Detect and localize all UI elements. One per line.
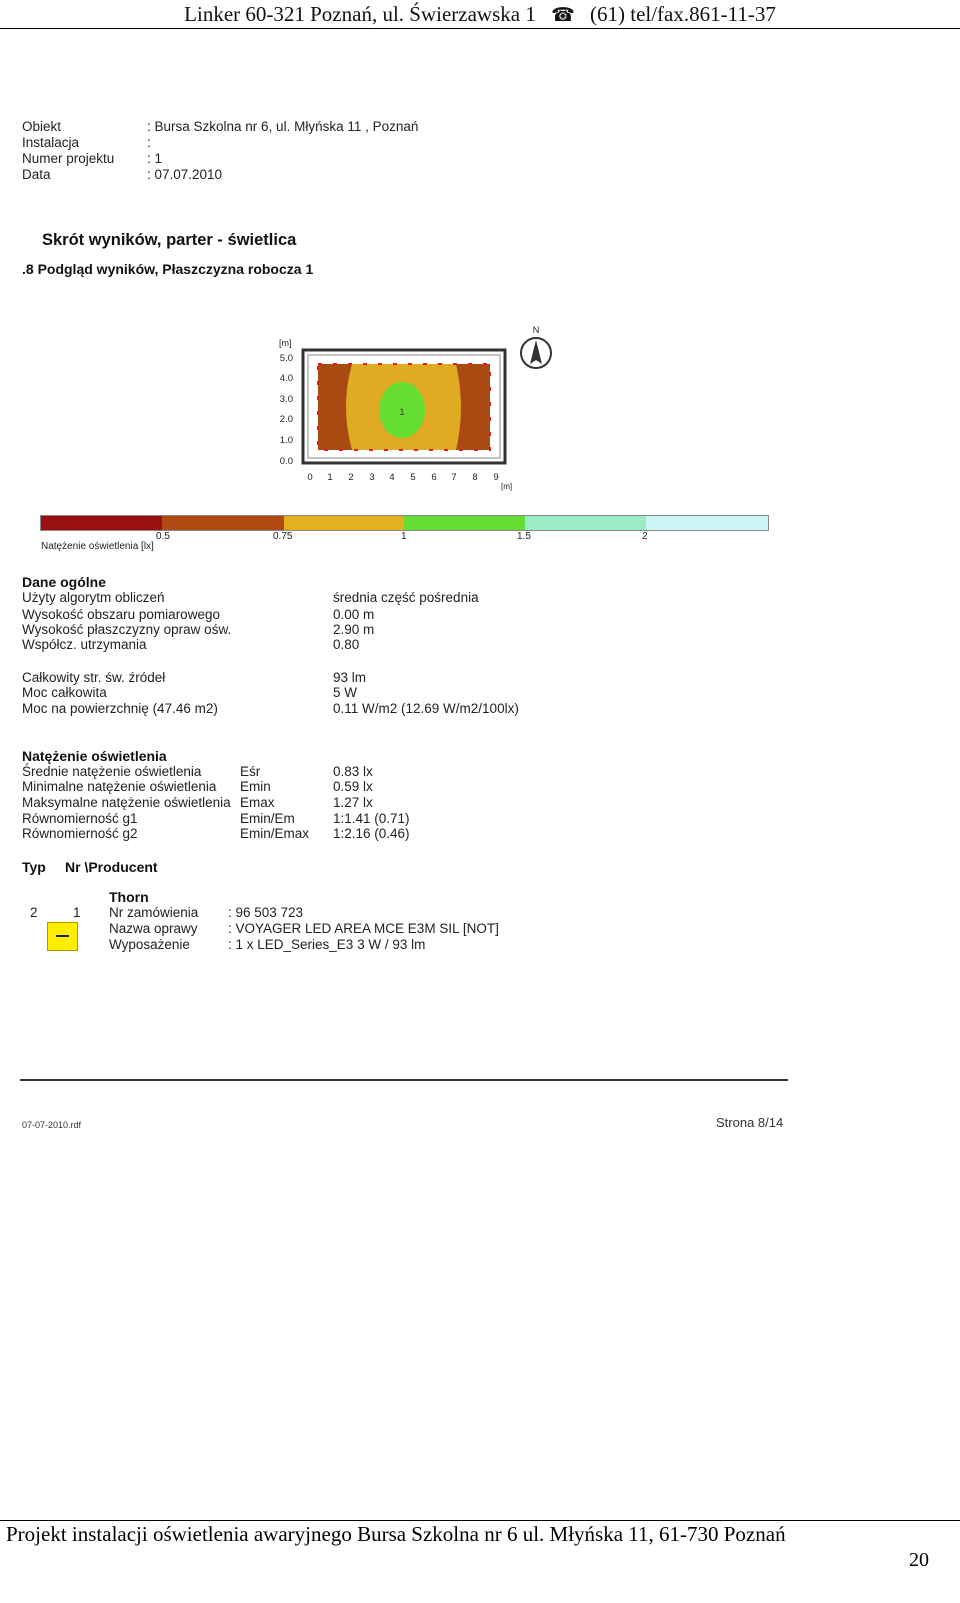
luminaire-type: 2 (30, 905, 38, 920)
scale-segment (41, 516, 162, 530)
luminaire-label: 1 (399, 407, 405, 417)
page-number: 20 (909, 1549, 929, 1571)
scale-segment (525, 516, 646, 530)
illuminance-scale-bar (40, 515, 769, 531)
general-label: Użyty algorytm obliczeń (22, 590, 165, 605)
luminaire-symbol-icon (47, 922, 78, 951)
plan-y-tick: 2.0 (279, 414, 293, 425)
page-footer-rule (0, 1520, 960, 1521)
plan-y-tick: 0.0 (279, 456, 293, 467)
general-label: Współcz. utrzymania (22, 637, 147, 652)
plan-y-tick: 3.0 (279, 394, 293, 405)
scale-label: Natężenie oświetlenia [lx] (41, 541, 154, 552)
report-page-number: Strona 8/14 (716, 1115, 784, 1130)
plan-x-tick: 9 (493, 472, 499, 483)
header-line (0, 2, 960, 27)
general-value: 0.80 (333, 637, 360, 652)
header-phone: (61) tel/fax.861-11-37 (590, 2, 776, 26)
general-value: 93 lm (333, 670, 367, 685)
luminaire-field-value: : 1 x LED_Series_E3 3 W / 93 lm (228, 937, 426, 952)
info-key: Data (22, 167, 51, 182)
north-label: N (532, 325, 540, 335)
scale-segment (646, 516, 768, 530)
plan-x-tick: 3 (369, 472, 375, 483)
general-value: 0.00 m (333, 607, 375, 622)
illuminance-value: 0.83 lx (333, 764, 373, 779)
page-title: Skrót wyników, parter - świetlica (42, 231, 297, 249)
section-subtitle: .8 Podgląd wyników, Płaszczyzna robocza 1 (22, 261, 314, 277)
illuminance-value: 0.59 lx (333, 779, 373, 794)
luminaire-field-value: : VOYAGER LED AREA MCE E3M SIL [NOT] (228, 921, 499, 936)
plan-y-unit: [m] (279, 338, 292, 348)
illuminance-label: Średnie natężenie oświetlenia (22, 764, 202, 779)
scale-segment (162, 516, 284, 530)
plan-x-tick: 8 (472, 472, 478, 483)
luminaire-field-value: : 96 503 723 (228, 905, 304, 920)
illuminance-symbol: Eśr (240, 764, 261, 779)
manufacturer-name: Thorn (109, 889, 149, 905)
plan-x-tick: 5 (410, 472, 416, 483)
plan-y-tick: 1.0 (279, 435, 293, 446)
illuminance-symbol: Emin/Em (240, 811, 295, 826)
telephone-icon: ☎ (551, 5, 575, 26)
general-label: Moc na powierzchnię (47.46 m2) (22, 701, 218, 716)
general-value: średnia część pośrednia (333, 590, 479, 605)
illuminance-label: Minimalne natężenie oświetlenia (22, 779, 217, 794)
info-value: : (147, 135, 151, 150)
header-company: Linker 60-321 Poznań, ul. Świerzawska 1 (184, 2, 536, 26)
general-label: Moc całkowita (22, 685, 107, 700)
illuminance-symbol: Emin (240, 779, 271, 794)
plan-x-tick: 1 (327, 472, 333, 483)
info-value: : 1 (147, 151, 163, 166)
scale-tick: 0.5 (156, 531, 170, 542)
illuminance-label: Maksymalne natężenie oświetlenia (22, 795, 231, 810)
info-value: : Bursa Szkolna nr 6, ul. Młyńska 11 , Poznań (147, 119, 419, 134)
luminaire-nr: 1 (73, 905, 81, 920)
illuminance-value: 1.27 lx (333, 795, 373, 810)
plan-y-tick: 5.0 (279, 353, 293, 364)
general-label: Wysokość obszaru pomiarowego (22, 607, 220, 622)
scale-tick: 1.5 (517, 531, 531, 542)
plan-x-tick: 6 (431, 472, 437, 483)
general-label: Wysokość płaszczyzny opraw ośw. (22, 622, 232, 637)
report-file-name: 07-07-2010.rdf (22, 1120, 82, 1130)
plan-x-tick: 2 (348, 472, 354, 483)
plan-x-unit: [m] (501, 482, 513, 491)
scale-segment (284, 516, 404, 530)
col-type-header: Typ (22, 859, 46, 875)
illuminance-title: Natężenie oświetlenia (22, 748, 167, 764)
info-key: Instalacja (22, 135, 80, 150)
general-value: 2.90 m (333, 622, 375, 637)
plan-x-tick: 7 (451, 472, 457, 483)
plan-y-tick: 4.0 (279, 373, 293, 384)
scale-segment (404, 516, 525, 530)
luminaire-field-label: Nr zamówienia (109, 905, 199, 920)
scale-tick: 2 (642, 531, 648, 542)
scale-tick: 0.75 (273, 531, 293, 542)
scale-tick: 1 (401, 531, 407, 542)
luminaire-field-label: Wyposażenie (109, 937, 190, 952)
general-label: Całkowity str. św. źródeł (22, 670, 166, 685)
illuminance-plan (270, 320, 570, 495)
page-footer-text: Projekt instalacji oświetlenia awaryjnego Bursa Szkolna nr 6 ul. Młyńska 11, 61-730 Poznań (6, 1522, 786, 1546)
info-key: Numer projektu (22, 151, 115, 166)
illuminance-label: Równomierność g2 (22, 826, 138, 841)
general-value: 5 W (333, 685, 358, 700)
illuminance-symbol: Emax (240, 795, 275, 810)
plan-x-tick: 4 (389, 472, 395, 483)
illuminance-value: 1:2.16 (0.46) (333, 826, 410, 841)
illuminance-label: Równomierność g1 (22, 811, 138, 826)
report-footer-rule (20, 1079, 788, 1081)
page-header (0, 0, 960, 29)
luminaire-field-label: Nazwa oprawy (109, 921, 198, 936)
north-arrow-icon (521, 338, 551, 368)
general-title: Dane ogólne (22, 574, 107, 590)
col-nr-header: Nr \Producent (65, 859, 158, 875)
info-key: Obiekt (22, 119, 62, 134)
plan-x-tick: 0 (307, 472, 313, 483)
illuminance-symbol: Emin/Emax (240, 826, 310, 841)
info-value: : 07.07.2010 (147, 167, 223, 182)
illuminance-value: 1:1.41 (0.71) (333, 811, 410, 826)
general-value: 0.11 W/m2 (12.69 W/m2/100lx) (333, 701, 519, 716)
